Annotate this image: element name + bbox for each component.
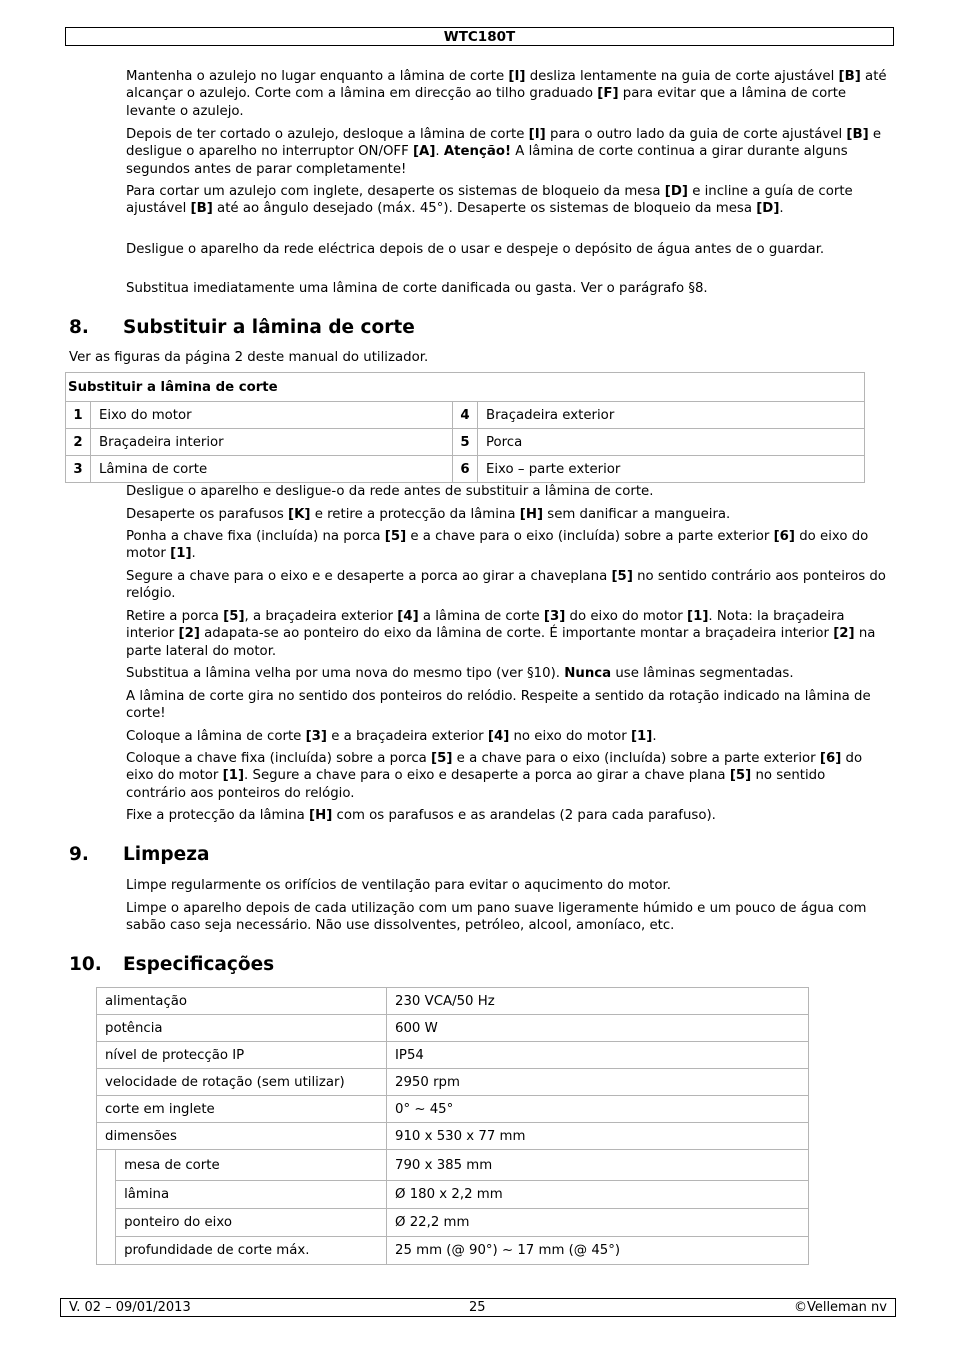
table-row [66,429,865,456]
part-label: Braçadeira interior [91,429,453,456]
bold-reference: [I] [508,69,526,84]
spec-value: IP54 [387,1042,809,1069]
part-number: 5 [452,429,477,456]
table-row [97,1150,809,1181]
document-footer [60,1298,896,1317]
spec-value: 0° ~ 45° [387,1096,809,1123]
step-paragraph: A lâmina de corte gira no sentido dos ponteiros do relódio. Respeite a sentido da rotação indicado na lâmina de corte! [126,689,871,722]
table-row [97,1069,809,1096]
model-name: WTC180T [443,29,516,45]
step-paragraph: Coloque a lâmina de corte [3] e a braçadeira exterior [4] no eixo do motor [1]. [126,729,657,744]
bold-reference: [5] [384,529,407,544]
bold-reference: [2] [833,626,855,642]
table-row [97,1181,809,1209]
bold-reference: [1] [687,609,709,624]
spec-label: nível de protecção IP [97,1042,387,1069]
intro-paragraph: Depois de ter cortado o azulejo, desloque a lâmina de corte [I] para o outro lado da guia de corte ajustável [B] e desligue o aparelho no interruptor ON/OFF [A]. Atenção! A lâmina de corte continua a girar durante alguns segundos antes de parar completamente! [126,127,882,177]
part-label: Eixo do motor [91,402,453,429]
section-8-lead: Ver as figuras da página 2 deste manual do utilizador. [69,350,429,365]
spec-value: 600 W [387,1015,809,1042]
spec-label: dimensões [97,1123,387,1150]
table-row [97,1096,809,1123]
intro-paragraph: Substitua imediatamente uma lâmina de corte danificada ou gasta. Ver o parágrafo §8. [126,281,708,296]
bold-reference: [1] [222,768,245,784]
bold-reference: [5] [729,768,752,784]
spec-label: velocidade de rotação (sem utilizar) [97,1069,387,1096]
section-number: 9. [69,844,89,865]
spec-value: 910 x 530 x 77 mm [387,1123,809,1150]
bold-reference: Atenção! [443,144,512,160]
spec-value: Ø 22,2 mm [387,1209,809,1237]
spec-sublabel: profundidade de corte máx. [116,1237,387,1265]
spec-sublabel: ponteiro do eixo [116,1209,387,1237]
bold-reference: [H] [519,507,544,522]
table-row [66,402,865,429]
bold-reference: [4] [487,729,510,744]
parts-table [65,372,865,483]
step-paragraph: Desaperte os parafusos [K] e retire a protecção da lâmina [H] sem danificar a mangueira. [126,507,731,522]
bold-reference: [5] [431,751,453,766]
intro-paragraph: Para cortar um azulejo com inglete, desaperte os sistemas de bloqueio da mesa [D] e incline a guía de corte ajustável [B] até ao ângulo desejado (máx. 45°). Desaperte os sistemas de bloqueio da mesa [D]. [126,184,853,217]
part-label: Braçadeira exterior [477,402,864,429]
bold-reference: [5] [223,609,245,624]
bold-reference: [I] [528,127,546,142]
spec-value: 2950 rpm [387,1069,809,1096]
footer-company: ©Velleman nv [793,1300,887,1315]
bold-reference: [F] [597,86,619,102]
section-8-heading [69,317,415,338]
bold-reference: Nunca [564,666,612,681]
part-number: 2 [66,429,91,456]
intro-paragraph: Desligue o aparelho da rede eléctrica depois de o usar e despeje o depósito de água antes de o guardar. [126,242,825,257]
step-paragraph: Substitua a lâmina velha por uma nova do mesmo tipo (ver §10). Nunca use lâminas segmentadas. [126,666,794,681]
step-paragraph: Ponha a chave fixa (incluída) na porca [5] e a chave para o eixo (incluída) sobre a parte exterior [6] do eixo do motor [1]. [126,529,869,562]
table-row [97,1209,809,1237]
part-number: 4 [452,402,477,429]
bold-reference: [B] [190,201,213,217]
table-row [97,1042,809,1069]
part-number: 1 [66,402,91,429]
part-label: Porca [477,429,864,456]
spec-sublabel: mesa de corte [116,1150,387,1181]
bold-reference: [A] [412,144,436,160]
step-paragraph: Segure a chave para o eixo e e desaperte a porca ao girar a chaveplana [5] no sentido contrário aos ponteiros do relógio. [126,569,886,602]
spec-value: 230 VCA/50 Hz [387,988,809,1015]
bold-reference: [H] [309,808,333,823]
step-paragraph: Retire a porca [5], a braçadeira exterior [4] a lâmina de corte [3] do eixo do motor [1]. Nota: la braçadeira interior [2] adapata-se ao ponteiro do eixo da lâmina de corte. É importante montar a braçadeira interior [2] na parte lateral do motor. [126,609,876,659]
spec-label: potência [97,1015,387,1042]
spec-sublabel: lâmina [116,1181,387,1209]
part-label: Eixo – parte exterior [477,456,864,483]
step-paragraph: Fixe a protecção da lâmina [H] com os parafusos e as arandelas (2 para cada parafuso). [126,808,716,823]
footer-version: V. 02 – 09/01/2013 [69,1300,191,1315]
cleaning-paragraph: Limpe o aparelho depois de cada utilização com um pano suave ligeramente húmido e um pouco de água com sabão caso seja necessário. Não use dissolventes, petróleo, alcool, amoníaco, etc. [126,901,867,934]
document-header [65,27,894,46]
table-row [97,988,809,1015]
section-title: Substituir a lâmina de corte [123,317,415,338]
bold-reference: [3] [543,609,566,624]
step-paragraph: Coloque a chave fixa (incluída) sobre a porca [5] e a chave para o eixo (incluída) sobre a parte exterior [6] do eixo do motor [1]. Segure a chave para o eixo e desaperte a porca ao girar a chave plana [5] no sentido contrário aos ponteiros do relógio. [126,751,863,801]
section-number: 8. [69,317,89,338]
section-title: Limpeza [123,844,210,865]
step-paragraph: Desligue o aparelho e desligue-o da rede antes de substituir a lâmina de corte. [126,484,654,499]
section-10-heading [69,954,274,975]
spec-label: alimentação [97,988,387,1015]
table-row [97,1015,809,1042]
spec-value: 790 x 385 mm [387,1150,809,1181]
table-row [97,1237,809,1265]
part-label: Lâmina de corte [91,456,453,483]
parts-table-title: Substituir a lâmina de corte [66,373,865,402]
bold-reference: [4] [397,609,419,624]
bold-reference: [B] [846,127,869,142]
part-number: 3 [66,456,91,483]
spec-value: Ø 180 x 2,2 mm [387,1181,809,1209]
spec-value: 25 mm (@ 90°) ~ 17 mm (@ 45°) [387,1237,809,1265]
section-9-heading [69,844,209,865]
cleaning-paragraph: Limpe regularmente os orifícios de ventilação para evitar o aqucimento do motor. [126,878,671,893]
part-number: 6 [452,456,477,483]
bold-reference: [6] [773,529,795,544]
bold-reference: [D] [756,201,780,217]
bold-reference: [B] [838,69,861,84]
table-row [97,1123,809,1150]
bold-reference: [1] [170,546,192,562]
bold-reference: [1] [630,729,653,744]
bold-reference: [3] [305,729,327,744]
bold-reference: [5] [611,569,633,584]
bold-reference: [2] [178,626,200,642]
bold-reference: [6] [819,751,842,766]
spec-label: corte em inglete [97,1096,387,1123]
intro-paragraph: Mantenha o azulejo no lugar enquanto a lâmina de corte [I] desliza lentamente na guia de corte ajustável [B] até alcançar o azulejo. Corte com a lâmina em direcção ao tilho graduado [F] para evitar que a lâmina de corte levante o azulejo. [126,69,887,119]
bold-reference: [K] [288,507,311,522]
footer-page-number: 25 [469,1300,486,1315]
table-row [66,456,865,483]
section-title: Especificações [123,954,275,975]
section-number: 10. [69,954,102,975]
bold-reference: [D] [664,184,688,199]
specs-table [96,987,809,1265]
